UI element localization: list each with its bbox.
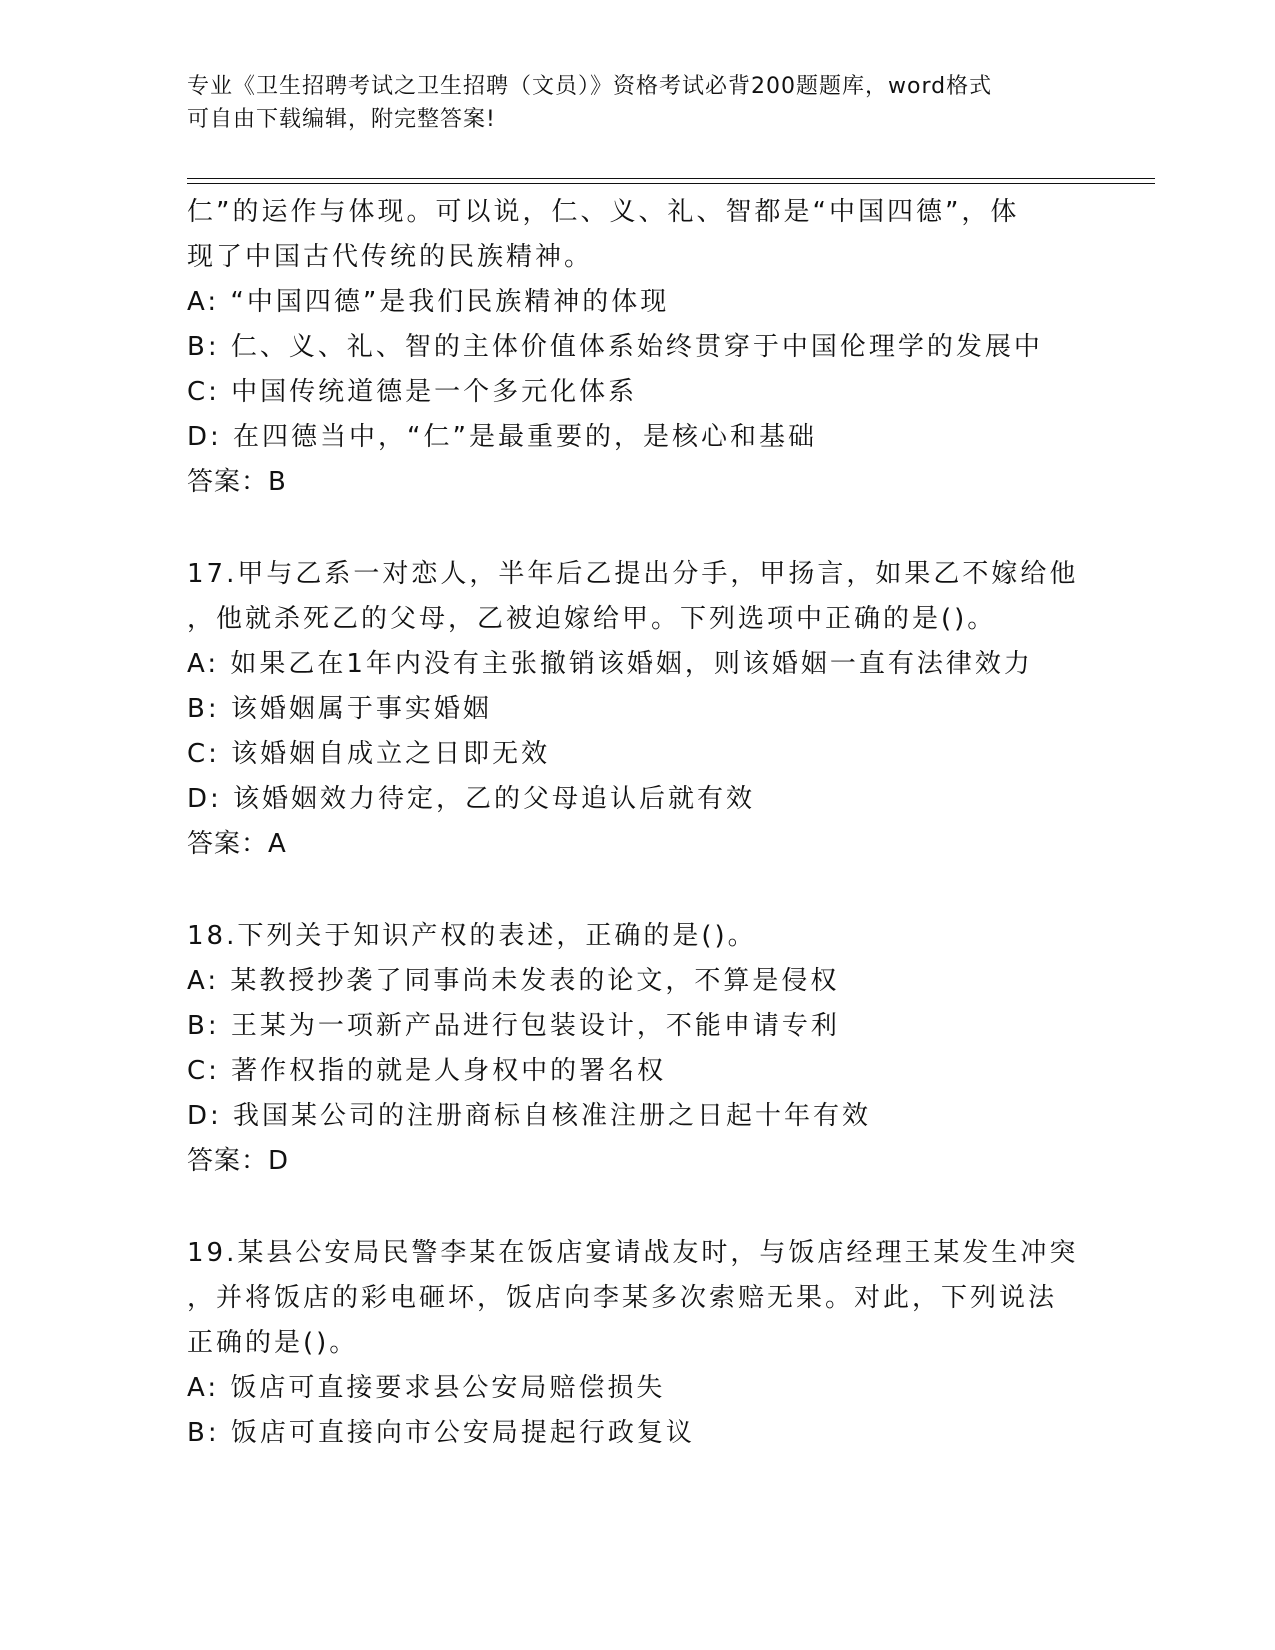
option-b: B: 仁、义、礼、智的主体价值体系始终贯穿于中国伦理学的发展中 <box>187 332 1043 362</box>
option-d: D: 在四德当中，“仁”是最重要的，是核心和基础 <box>187 422 817 452</box>
spacer <box>187 1184 1087 1231</box>
option-c: C: 著作权指的就是人身权中的署名权 <box>187 1056 667 1086</box>
spacer <box>187 505 1087 552</box>
header-line-1: 专业《卫生招聘考试之卫生招聘（文员）》资格考试必背200题题库，word格式 <box>187 74 993 99</box>
option-a: A: “中国四德”是我们民族精神的体现 <box>187 287 670 317</box>
option-c: C: 中国传统道德是一个多元化体系 <box>187 377 638 407</box>
question-stem-line: 仁”的运作与体现。可以说，仁、义、礼、智都是“中国四德”，体 <box>187 197 1020 227</box>
option-d: D: 该婚姻效力待定，乙的父母追认后就有效 <box>187 784 756 814</box>
header-rule-top <box>187 178 1155 179</box>
option-d: D: 我国某公司的注册商标自核准注册之日起十年有效 <box>187 1101 872 1131</box>
question-list <box>187 190 1087 1456</box>
header-line-2: 可自由下载编辑，附完整答案! <box>187 107 496 132</box>
question-stem-line: 现了中国古代传统的民族精神。 <box>187 242 594 272</box>
document-header <box>187 70 1087 136</box>
question-stem-line: ，他就杀死乙的父母，乙被迫嫁给甲。下列选项中正确的是()。 <box>187 604 997 634</box>
question-stem-line: 19.某县公安局民警李某在饭店宴请战友时，与饭店经理王某发生冲突 <box>187 1238 1079 1268</box>
option-a: A: 某教授抄袭了同事尚未发表的论文，不算是侵权 <box>187 966 840 996</box>
question-stem-line: 17.甲与乙系一对恋人，半年后乙提出分手，甲扬言，如果乙不嫁给他 <box>187 559 1079 589</box>
question-stem-line: ，并将饭店的彩电砸坏，饭店向李某多次索赔无果。对此，下列说法 <box>187 1283 1058 1313</box>
question-17 <box>187 552 1087 867</box>
option-c: C: 该婚姻自成立之日即无效 <box>187 739 551 769</box>
answer: 答案：A <box>187 829 287 859</box>
question-stem-line: 正确的是()。 <box>187 1328 359 1358</box>
question-19 <box>187 1231 1087 1456</box>
answer: 答案：B <box>187 467 287 497</box>
option-b: B: 王某为一项新产品进行包装设计，不能申请专利 <box>187 1011 840 1041</box>
option-b: B: 饭店可直接向市公安局提起行政复议 <box>187 1418 695 1448</box>
option-a: A: 饭店可直接要求县公安局赔偿损失 <box>187 1373 666 1403</box>
spacer <box>187 867 1087 914</box>
option-b: B: 该婚姻属于事实婚姻 <box>187 694 492 724</box>
answer: 答案：D <box>187 1146 290 1176</box>
question-16 <box>187 190 1087 505</box>
header-rule-bottom <box>187 183 1155 184</box>
question-stem-line: 18.下列关于知识产权的表述，正确的是()。 <box>187 921 757 951</box>
option-a: A: 如果乙在1年内没有主张撤销该婚姻，则该婚姻一直有法律效力 <box>187 649 1033 679</box>
question-18 <box>187 914 1087 1184</box>
